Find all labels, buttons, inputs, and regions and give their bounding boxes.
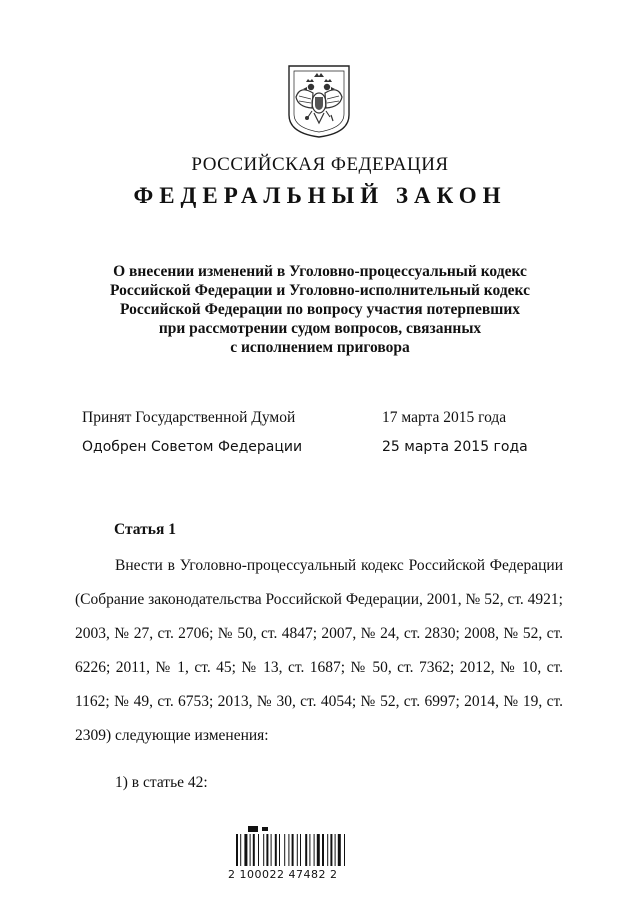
council-date: 25 марта 2015 года (382, 439, 528, 455)
subject-line: с исполнением приговора (230, 339, 410, 356)
double-headed-eagle-icon (286, 63, 352, 139)
duma-date: 17 марта 2015 года (382, 409, 507, 426)
subject-line: при рассмотрении судом вопросов, связанных (158, 320, 482, 337)
duma-label: Принят Государственной Думой (82, 409, 296, 426)
law-type-title: ФЕДЕРАЛЬНЫЙ ЗАКОН (133, 183, 507, 208)
subject-line: Российской Федерации по вопросу участия потерпевших (120, 301, 520, 318)
subject-line: Российской Федерации и Уголовно-исполнительный кодекс (110, 282, 530, 299)
barcode-number: 2 100022 47482 2 (228, 868, 338, 881)
law-subject (100, 262, 540, 357)
article-text: Внести в Уголовно-процессуальный кодекс Российской Федерации (Собрание законодательства Российской Федерации, 2001, № 52, ст. 4921; 2003, № 27, ст. 2706; № 50, ст. 4847; 2007, № 24, ст. 2830; 2008, № 52, ст. 6226; 2011, № 1, ст. 45; № 13, ст. 1687; № 50, ст. 7362; 2012, № 10, ст. 1162; № 49, ст. 6753; 2013, № 30, ст. 4054; № 52, ст. 6997; 2014, № 19, ст. 2309) следующие изменения: (75, 557, 563, 744)
article-heading: Статья 1 (114, 521, 176, 538)
country-name: РОССИЙСКАЯ ФЕДЕРАЦИЯ (191, 154, 449, 175)
council-label: Одобрен Советом Федерации (82, 439, 303, 455)
article-item: 1) в статье 42: (115, 774, 208, 791)
subject-line: О внесении изменений в Уголовно-процессуальный кодекс (113, 263, 527, 280)
